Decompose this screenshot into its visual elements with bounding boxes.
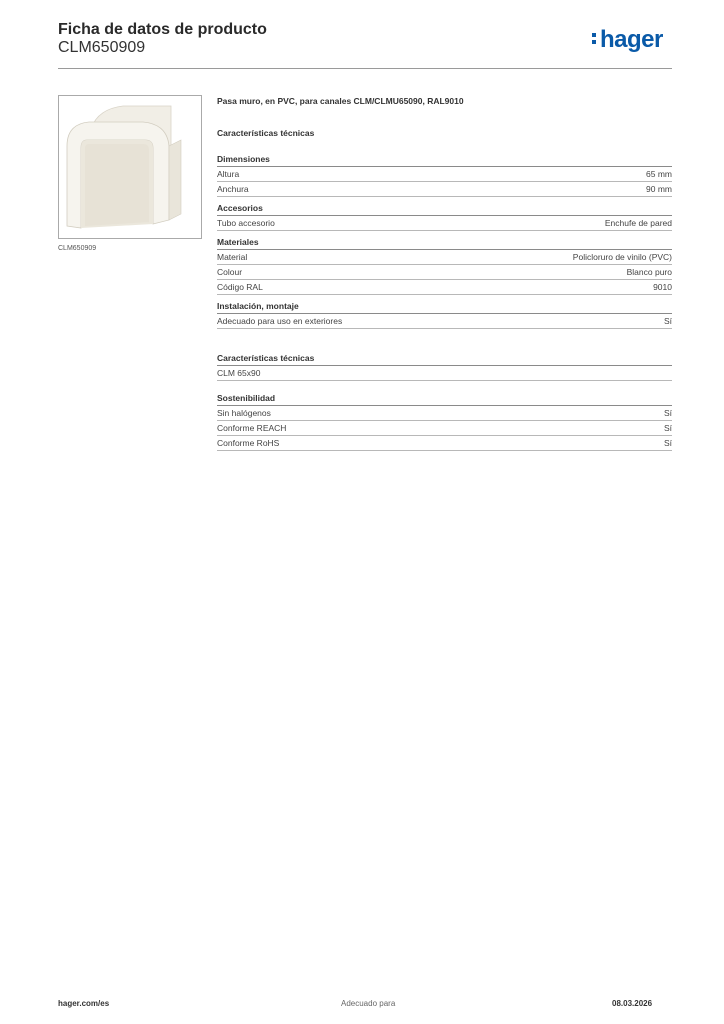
spec-value: 90 mm xyxy=(646,184,672,194)
spec-row xyxy=(217,366,672,381)
spec-label: Tubo accesorio xyxy=(217,218,275,228)
spec-label: Código RAL xyxy=(217,282,263,292)
spec-label: Conforme RoHS xyxy=(217,438,280,448)
group-title: Características técnicas xyxy=(217,351,672,366)
group-title: Accesorios xyxy=(217,201,672,216)
spec-content xyxy=(217,96,672,455)
spec-value: 9010 xyxy=(653,282,672,292)
product-image xyxy=(58,95,202,239)
spec-label: Conforme REACH xyxy=(217,423,287,433)
spec-label: Adecuado para uso en exteriores xyxy=(217,316,343,326)
footer-website-link[interactable]: hager.com/es xyxy=(58,999,110,1008)
spec-row xyxy=(217,436,672,451)
footer-center-text: Adecuado para xyxy=(341,999,396,1008)
logo-text: hager xyxy=(600,26,663,53)
spec-label: CLM 65x90 xyxy=(217,368,261,378)
spec-value: 65 mm xyxy=(646,169,672,179)
product-description: Pasa muro, en PVC, para canales CLM/CLMU65090, RAL9010 xyxy=(217,96,464,106)
spec-row xyxy=(217,265,672,280)
group-title: Materiales xyxy=(217,235,672,250)
page-title: Ficha de datos de producto xyxy=(58,21,267,38)
spec-row xyxy=(217,250,672,265)
spec-value: Policloruro de vinilo (PVC) xyxy=(572,252,672,262)
logo-colon-icon xyxy=(592,30,598,47)
spec-label: Sin halógenos xyxy=(217,408,271,418)
spec-row xyxy=(217,167,672,182)
spec-group-dimensiones xyxy=(217,152,672,197)
group-title: Instalación, montaje xyxy=(217,299,672,314)
spec-group-materiales xyxy=(217,235,672,295)
spec-row xyxy=(217,216,672,231)
product-code: CLM650909 xyxy=(58,39,146,56)
spec-row xyxy=(217,280,672,295)
spec-row xyxy=(217,406,672,421)
spec-row xyxy=(217,182,672,197)
tech-heading: Características técnicas xyxy=(217,128,315,138)
spec-value: Sí xyxy=(663,316,672,326)
hager-logo xyxy=(592,26,663,54)
spec-label: Colour xyxy=(217,267,243,277)
spec-group-caracteristicas xyxy=(217,351,672,381)
image-caption: CLM650909 xyxy=(58,245,97,252)
spec-label: Material xyxy=(217,252,248,262)
spec-label: Altura xyxy=(217,169,240,179)
spec-value: Sí xyxy=(663,423,672,433)
spec-value: Sí xyxy=(663,408,672,418)
group-title: Dimensiones xyxy=(217,152,672,167)
spec-row xyxy=(217,314,672,329)
spec-value: Sí xyxy=(663,438,672,448)
spec-group-sostenibilidad xyxy=(217,391,672,451)
spec-label: Anchura xyxy=(217,184,249,194)
footer-date: 08.03.2026 xyxy=(612,999,653,1008)
spec-value: Blanco puro xyxy=(626,267,672,277)
header-divider xyxy=(58,68,672,69)
spec-row xyxy=(217,421,672,436)
spec-group-instalacion xyxy=(217,299,672,329)
spec-value: Enchufe de pared xyxy=(604,218,672,228)
spec-group-accesorios xyxy=(217,201,672,231)
wall-passage-icon xyxy=(59,96,201,238)
group-title: Sostenibilidad xyxy=(217,391,672,406)
